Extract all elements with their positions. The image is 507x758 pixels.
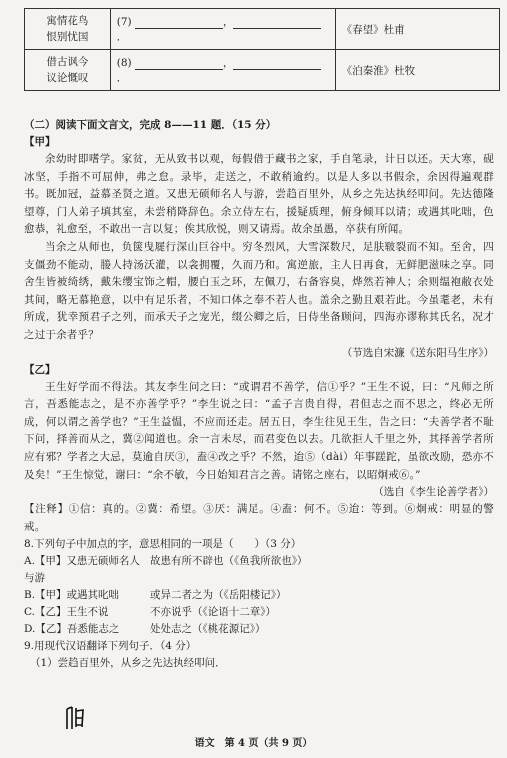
item-number: (7) xyxy=(116,16,132,28)
answer-blank xyxy=(233,16,321,29)
answer-blank xyxy=(135,16,223,29)
table-row xyxy=(25,50,500,91)
answer-blank xyxy=(233,57,321,70)
annotation-notes: 【注释】①信：真的。②冀：希望。③厌：满足。④盍：何不。⑤迨：等到。⑥炯戒：明显的警戒。 xyxy=(24,503,494,533)
question-8-option-b: B.【甲】或遇其叱咄 或异二者之为（《岳阳楼记》） xyxy=(24,589,287,602)
answer-blank xyxy=(135,57,223,70)
theme-cell: 借古讽今 议论慨叹 xyxy=(25,50,111,91)
question-9-part-1: （1）尝趋百里外，从乡之先达执经叩问． xyxy=(30,657,226,670)
passage-yi-label: 【乙】 xyxy=(24,363,56,376)
answer-cell: (7) ，． xyxy=(110,9,335,50)
handwritten-mark-icon xyxy=(64,705,86,731)
reading-section xyxy=(24,117,494,672)
item-number: (8) xyxy=(116,57,132,69)
passage-jia-source: （节选自宋濂《送东阳马生序》） xyxy=(341,346,494,359)
answer-cell: (8) ，． xyxy=(110,50,335,91)
table-row xyxy=(25,9,500,50)
section-title: （二）阅读下面文言文，完成 8——11 题．（15 分） xyxy=(24,119,277,131)
theme-cell: 寓情花鸟 恨别忧国 xyxy=(25,9,111,50)
passage-yi-paragraph: 王生好学而不得法。其友李生问之曰：“或谓君不善学，信①乎？”王生不说，曰：“凡师之所言，吾悉能志之，是不亦善学乎？”李生说之曰：“孟子言贵自得，君但志之而不思之，终必无所成，何以谓之善学也？”王生益愠，不应而还走。居五日，李生往见王生，告之曰：“夫善学者不耻下问，择善而从之，冀②闻道也。余一言未尽，而君变色以去。几欲拒人千里之外，其择善学者所应有邪？学者之大忌，莫逾自厌③，盍④改之乎？不然，迨⑤（dài）年事蹉跎，虽欲改励，恐亦不及矣！”王生惊觉，谢曰：“余不敏，今日始知君言之善。请铭之座右，以昭炯戒⑥。” xyxy=(24,380,494,481)
page-footer: 语文 第 4 页（共 9 页） xyxy=(194,738,313,749)
passage-jia-paragraph-1: 余幼时即嗜学。家贫，无从致书以观，每假借于藏书之家，手自笔录，计日以还。天大寒，砚冰坚，手指不可屈伸，弗之怠。录毕，走送之，不敢稍逾约。以是人多以书假余，余因得遍观群书。既加冠，益慕圣贤之道。又患无硕师名人与游，尝趋百里外，从乡之先达执经叩问。先达德隆望尊，门人弟子填其室，未尝稍降辞色。余立侍左右，援疑质理，俯身倾耳以请；或遇其叱咄，色愈恭，礼愈至，不敢出一言以复；俟其欣悦，则又请焉。故余虽愚，卒获有所闻。 xyxy=(24,153,494,236)
passage-jia-paragraph-2: 当余之从师也，负箧曳屣行深山巨谷中。穷冬烈风，大雪深数尺，足肤皲裂而不知。至舍，四支僵劲不能动，媵人持汤沃灌，以衾拥覆，久而乃和。寓逆旅，主人日再食，无鲜肥滋味之享。同舍生皆被绮绣，戴朱缨宝饰之帽，腰白玉之环，左佩刀，右备容臭，烨然若神人；余则缊袍敝衣处其间，略无慕艳意，以中有足乐者，不知口体之奉不若人也。盖余之勤且艰若此。今虽耄老，未有所成，犹幸预君子之列，而承天子之宠光，缀公卿之后，日侍坐备顾问，四海亦谬称其氏名，况才之过于余者乎？ xyxy=(24,240,494,341)
passage-yi-source: （选自《李生论善学者》） xyxy=(373,486,494,499)
question-8-option-a: A.【甲】又患无硕师名人与游 故患有所不辟也（《鱼我所欲也》） xyxy=(24,555,308,585)
question-9: 9.用现代汉语翻译下列句子．（4 分） xyxy=(24,640,197,653)
passage-jia-label: 【甲】 xyxy=(24,136,56,148)
source-cell: 《春望》杜甫 xyxy=(335,9,499,50)
question-8-option-d: D.【乙】吾悉能志之 处处志之（《桃花源记》） xyxy=(24,623,266,636)
poem-theme-table xyxy=(24,8,500,91)
source-cell: 《泊秦淮》杜牧 xyxy=(335,50,499,91)
question-8: 8.下列句子中加点的字，意思相同的一项是（ ）（3 分） xyxy=(24,538,302,551)
question-8-option-c: C.【乙】王生不说 不亦说乎（《论语十二章》） xyxy=(24,606,276,619)
